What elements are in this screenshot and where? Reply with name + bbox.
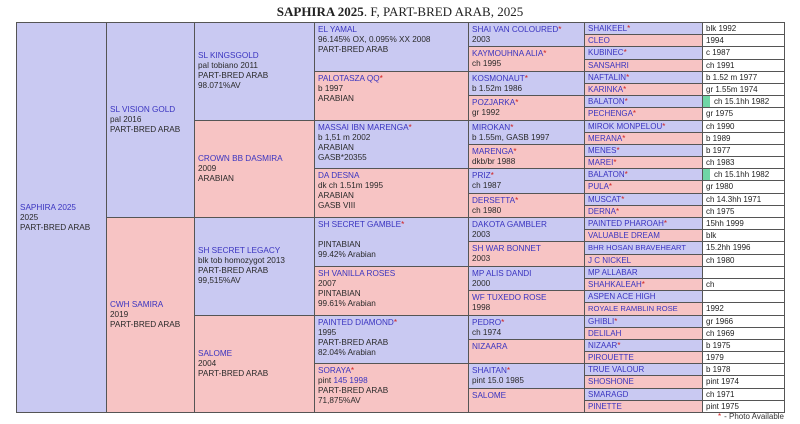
ancestor-detail-text: ch 14.3hh 1971	[706, 194, 762, 204]
ancestor-details: 2007 PINTABIAN 99.61% Arabian	[318, 278, 376, 308]
ancestor-detail-text: ch 1990	[706, 121, 735, 131]
photo-available-star: *	[510, 122, 514, 132]
ancestor-detail-text: pint 1975	[706, 401, 739, 411]
ancestor-name[interactable]: MERANA*	[588, 133, 626, 143]
ancestor-name[interactable]: TRUE VALOUR	[588, 365, 645, 375]
ancestor-name[interactable]: SALOME	[198, 348, 233, 358]
gen1-ancestor-cell[interactable]	[16, 22, 107, 413]
ancestor-name[interactable]: MUSCAT*	[588, 194, 625, 204]
ancestor-detail-rest: PART-BRED ARAB 71,875%AV	[318, 386, 389, 406]
gen5-ancestor-cell[interactable]	[468, 217, 585, 242]
ancestor-name[interactable]: PINETTE	[588, 401, 622, 411]
ancestor-detail-text: 1979	[706, 353, 724, 363]
ancestor-name[interactable]: PRIZ*	[472, 171, 494, 181]
photo-available-star: *	[401, 220, 405, 229]
ancestor-name[interactable]: MIROK MONPELOU*	[588, 121, 666, 131]
ancestor-details: ch 1974	[472, 327, 502, 337]
ancestor-name[interactable]: CLEO	[588, 36, 610, 46]
ancestor-detail-text: ch 1980	[706, 255, 735, 265]
photo-available-star: *	[663, 219, 667, 228]
ancestor-name[interactable]: ASPEN ACE HIGH	[588, 292, 656, 302]
ancestor-detail-text: ch 1983	[706, 158, 735, 168]
ancestor-detail-text: 15hh 1999	[706, 219, 744, 228]
gen2-ancestor-cell[interactable]	[106, 22, 195, 218]
ancestor-name[interactable]: J C NICKEL	[588, 255, 632, 265]
ancestor-detail-text: ch 1971	[706, 389, 735, 399]
ancestor-name[interactable]: SORAYA*	[318, 366, 355, 376]
ancestor-name[interactable]: SHAI VAN COLOURED*	[472, 25, 562, 34]
ancestor-name[interactable]: WF TUXEDO ROSE	[472, 293, 547, 303]
photo-available-star: *	[501, 317, 505, 327]
gen5-ancestor-cell[interactable]	[468, 290, 585, 315]
ancestor-details: b 1,51 m 2002 ARABIAN GASB*20355	[318, 132, 371, 162]
gen3-ancestor-cell[interactable]	[194, 217, 315, 316]
ancestor-name[interactable]: MASSAI IBN MARENGA*	[318, 122, 412, 132]
gen4-ancestor-cell[interactable]	[314, 22, 469, 72]
photo-available-star: *	[624, 97, 628, 107]
ancestor-details: pal tobiano 2011 PART-BRED ARAB 98.071%AV	[198, 61, 269, 91]
ancestor-detail-text: ch 1975	[706, 206, 735, 216]
photo-available-star: *	[608, 182, 613, 192]
ancestor-name[interactable]: SMARAGD	[588, 389, 629, 399]
ancestor-name[interactable]: SH WAR BONNET	[472, 244, 541, 254]
ancestor-name[interactable]: NAFTALIN*	[588, 72, 630, 82]
ancestor-details: dkb/br 1988	[472, 156, 516, 166]
ancestor-detail-text: gr 1966	[706, 316, 734, 326]
photo-available-star: *	[626, 72, 630, 82]
ancestor-name[interactable]: SHOSHONE	[588, 377, 634, 387]
ancestor-name[interactable]: SAPHIRA 2025	[20, 202, 76, 212]
photo-available-star: *	[558, 25, 562, 34]
ancestor-name[interactable]: PAINTED PHAROAH*	[588, 219, 667, 228]
photo-available-star: *	[632, 109, 637, 119]
ancestor-name[interactable]: CWH SAMIRA	[110, 300, 164, 309]
photo-footnote	[718, 412, 784, 421]
photo-available-star: *	[543, 49, 547, 59]
gen5-ancestor-cell[interactable]	[468, 22, 585, 47]
photo-available-star: *	[408, 122, 412, 132]
ancestor-details: pint 15.0 1985	[472, 376, 524, 386]
ancestor-detail-text: blk	[706, 231, 717, 241]
photo-available-star: *	[515, 98, 519, 108]
ancestor-detail-text: ch	[706, 279, 715, 289]
gen5-ancestor-cell[interactable]	[468, 315, 585, 340]
ancestor-name[interactable]: BALATON*	[588, 97, 628, 107]
ancestor-name[interactable]: ROYALE RAMBLIN ROSE	[588, 304, 678, 314]
ancestor-detail-text: gr 1.55m 1974	[706, 84, 758, 94]
gen5-ancestor-cell[interactable]	[468, 46, 585, 71]
horse-title: SAPHIRA 2025	[276, 4, 364, 19]
ancestor-details: 2019 PART-BRED ARAB	[110, 310, 181, 329]
photo-available-star: *	[379, 73, 383, 83]
ancestor-name[interactable]: SHAHKALEAH*	[588, 279, 645, 289]
ancestor-name[interactable]: SHAITAN*	[472, 366, 511, 376]
photo-available-star: *	[393, 317, 398, 327]
photo-available-star: *	[614, 316, 618, 326]
photo-available-star: *	[621, 194, 625, 204]
gen4-ancestor-cell[interactable]	[314, 120, 469, 170]
ancestor-detail-text: 1992	[706, 304, 724, 314]
gen3-ancestor-cell[interactable]	[194, 22, 315, 121]
photo-available-star: *	[490, 171, 494, 181]
ancestor-name[interactable]: NIZAAR*	[588, 340, 621, 350]
ancestor-detail-text: pint 1974	[706, 377, 739, 387]
gen2-ancestor-cell[interactable]	[106, 217, 195, 413]
gen5-ancestor-cell[interactable]	[468, 193, 585, 218]
photo-available-star: *	[662, 121, 666, 131]
ancestor-name[interactable]: MIROKAN*	[472, 122, 514, 132]
ancestor-detail-text: ch 15.1hh 1982	[714, 170, 770, 180]
gen5-ancestor-cell[interactable]	[468, 95, 585, 120]
ancestor-detail-text: 1994	[706, 36, 724, 46]
ancestor-detail-text: blk 1992	[706, 24, 737, 33]
ancestor-detail-text: ch 1969	[706, 328, 735, 338]
ancestor-name[interactable]: SANSAHRI	[588, 60, 629, 70]
photo-available-star: *	[623, 48, 627, 58]
ancestor-details: ch 1987	[472, 181, 502, 191]
horse-subtitle: . F, PART-BRED ARAB, 2025	[363, 4, 524, 19]
ancestor-name[interactable]: PIROUETTE	[588, 353, 634, 363]
ancestor-name[interactable]: MARENGA*	[472, 146, 517, 156]
gen6-ancestor-cell[interactable]	[584, 400, 703, 413]
gen5-ancestor-cell[interactable]	[468, 144, 585, 169]
ancestor-details: 1998	[472, 303, 491, 313]
ancestor-name[interactable]: BALATON*	[588, 170, 628, 180]
ancestor-detail-text: b 1989	[706, 133, 731, 143]
ancestor-name[interactable]: DELILAH	[588, 328, 622, 338]
gen5-ancestor-cell[interactable]	[468, 339, 585, 364]
photo-footnote-text: - Photo Available	[724, 412, 784, 421]
gen4-ancestor-cell[interactable]	[314, 71, 469, 121]
ancestor-detail-text: b 1977	[706, 145, 731, 155]
ancestor-name[interactable]: VALUABLE DREAM	[588, 231, 660, 241]
photo-available-star: *	[616, 145, 620, 155]
photo-available-star: *	[350, 366, 355, 376]
ancestor-name[interactable]: SH SECRET LEGACY	[198, 246, 281, 256]
color-marker	[703, 96, 710, 107]
ancestor-details: gr 1992	[472, 108, 500, 118]
ancestor-details: 2025 PART-BRED ARAB	[20, 212, 91, 232]
gen4-ancestor-cell[interactable]	[314, 217, 469, 267]
ancestor-details: dk ch 1.51m 1995 ARABIAN GASB VIII	[318, 181, 384, 211]
ancestor-details: 2004 PART-BRED ARAB	[198, 358, 269, 378]
gen5-ancestor-cell[interactable]	[468, 120, 585, 145]
ancestor-details: pal 2016 PART-BRED ARAB	[110, 115, 181, 134]
gen4-ancestor-cell[interactable]	[314, 363, 469, 413]
gen5-ancestor-cell[interactable]	[468, 168, 585, 193]
ancestor-name[interactable]: MP ALLABAR	[588, 267, 638, 277]
ancestor-name[interactable]: PALOTASZA QQ*	[318, 73, 383, 83]
ancestor-name[interactable]: EL YAMAL	[318, 25, 357, 34]
pedigree-chart	[16, 22, 784, 412]
ancestor-name[interactable]: MENES*	[588, 145, 620, 155]
ancestor-detail-text: 15.2hh 1996	[706, 243, 751, 253]
photo-available-star: *	[515, 195, 519, 205]
ancestor-name[interactable]: DAKOTA GAMBLER	[472, 220, 547, 229]
ancestor-name[interactable]: PEDRO*	[472, 317, 505, 327]
pedigree-header	[0, 4, 800, 20]
ancestor-name[interactable]: SL KINGSGOLD	[198, 51, 259, 61]
gen5-ancestor-cell[interactable]	[468, 266, 585, 291]
photo-available-star: *	[617, 340, 621, 350]
photo-available-star: *	[641, 279, 645, 289]
gen4-ancestor-cell[interactable]	[314, 315, 469, 365]
ancestor-detail-text: c 1987	[706, 48, 731, 58]
ancestor-details: 96.145% OX, 0.095% XX 2008 PART-BRED ARAB	[318, 35, 431, 54]
gen5-ancestor-cell[interactable]	[468, 71, 585, 96]
ancestor-detail-link[interactable]: 145 1998	[333, 376, 368, 386]
ancestor-details: 2009 ARABIAN	[198, 163, 234, 183]
ancestor-name[interactable]: DERNA*	[588, 206, 620, 216]
ancestor-name[interactable]: NIZAARA	[472, 341, 508, 351]
ancestor-detail-text: ch 15.1hh 1982	[714, 97, 770, 107]
ancestor-name[interactable]: SALOME	[472, 390, 507, 400]
ancestor-name[interactable]: DA DESNA	[318, 171, 360, 181]
photo-available-star: *	[506, 366, 511, 376]
ancestor-details: b 1997 ARABIAN	[318, 83, 354, 103]
ancestor-name[interactable]: CROWN BB DASMIRA	[198, 153, 283, 163]
ancestor-details: PINTABIAN 99.42% Arabian	[318, 240, 376, 259]
ancestor-details: 1995 PART-BRED ARAB 82.04% Arabian	[318, 327, 389, 357]
ancestor-details: 2000	[472, 278, 491, 288]
color-marker	[703, 169, 710, 180]
gen4-ancestor-cell[interactable]	[314, 168, 469, 218]
ancestor-name[interactable]: KUBINEC*	[588, 48, 627, 58]
ancestor-detail-text: b 1.52 m 1977	[706, 72, 758, 82]
ancestor-details: ch 1980	[472, 205, 502, 215]
photo-available-star: *	[627, 24, 631, 33]
ancestor-detail-text: gr 1975	[706, 109, 734, 119]
ancestor-details: 2003	[472, 230, 491, 239]
photo-star: *	[717, 412, 722, 421]
ancestor-name[interactable]: SH SECRET GAMBLE*	[318, 220, 405, 229]
ancestor-name[interactable]: MAREI*	[588, 158, 617, 168]
gen5-ancestor-cell[interactable]	[468, 388, 585, 413]
ancestor-detail-text: gr 1980	[706, 182, 734, 192]
ancestor-name[interactable]: SL VISION GOLD	[110, 105, 176, 114]
ancestor-name[interactable]: SH VANILLA ROSES	[318, 268, 396, 278]
ancestor-name[interactable]: SHAIKEEL*	[588, 24, 631, 33]
ancestor-name[interactable]: KOSMONAUT*	[472, 73, 528, 83]
gen3-ancestor-cell[interactable]	[194, 315, 315, 414]
gen5-ancestor-cell[interactable]	[468, 241, 585, 266]
photo-available-star: *	[622, 133, 626, 143]
photo-available-star: *	[613, 158, 617, 168]
ancestor-details	[318, 376, 465, 406]
gen4-ancestor-cell[interactable]	[314, 266, 469, 316]
ancestor-detail-text: b 1978	[706, 365, 731, 375]
ancestor-name[interactable]: PULA*	[588, 182, 613, 192]
ancestor-detail-text: b 1975	[706, 340, 731, 350]
ancestor-details: 2003	[472, 254, 491, 264]
ancestor-name[interactable]: DERSETTA*	[472, 195, 519, 205]
photo-available-star: *	[513, 146, 517, 156]
ancestor-detail-prefix: pint	[318, 376, 334, 386]
ancestor-name[interactable]: MP ALIS DANDI	[472, 268, 532, 278]
ancestor-name[interactable]: PECHENGA*	[588, 109, 637, 119]
ancestor-name[interactable]: POZJARKA*	[472, 98, 519, 108]
ancestor-name[interactable]: KAYMOUHNA ALIA*	[472, 49, 547, 59]
ancestor-name[interactable]: KARINKA*	[588, 84, 627, 94]
ancestor-details: ch 1995	[472, 59, 502, 69]
ancestor-name[interactable]: PAINTED DIAMOND*	[318, 317, 398, 327]
photo-available-star: *	[524, 73, 528, 83]
ancestor-name[interactable]: BHR HOSAN BRAVEHEART	[588, 243, 687, 253]
ancestor-details: 2003	[472, 35, 491, 44]
ancestor-name[interactable]: GHIBLI*	[588, 316, 618, 326]
ancestor-details: blk tob homozygot 2013 PART-BRED ARAB 99,515%AV	[198, 256, 285, 286]
gen3-ancestor-cell[interactable]	[194, 120, 315, 219]
gen5-ancestor-cell[interactable]	[468, 363, 585, 388]
ancestor-detail-text: ch 1991	[706, 60, 735, 70]
ancestor-details: b 1.52m 1986	[472, 83, 523, 93]
ancestor-details: b 1.55m, GASB 1997	[472, 132, 550, 142]
photo-available-star: *	[624, 170, 628, 180]
photo-available-star: *	[616, 206, 620, 216]
photo-available-star: *	[623, 84, 627, 94]
